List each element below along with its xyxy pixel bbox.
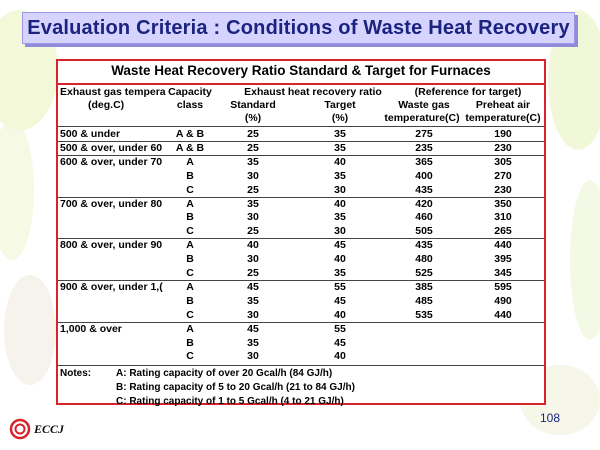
row-target: 35 <box>334 267 346 279</box>
table-title: Waste Heat Recovery Ratio Standard & Target for Furnaces <box>111 63 491 78</box>
row-standard: 35 <box>247 197 259 210</box>
row-class: B <box>186 211 194 224</box>
row-class: B <box>186 253 194 266</box>
eccj-logo-text: ECCJ <box>34 422 65 436</box>
row-class: A <box>186 155 194 168</box>
header-ratio-group: Exhaust heat recovery ratio <box>244 86 382 98</box>
row-waste-gas: 485 <box>415 294 433 307</box>
row-target: 40 <box>334 350 346 363</box>
row-preheat: 265 <box>494 225 512 238</box>
note-line-b: B: Rating capacity of 5 to 20 Gcal/h (21 to 84 GJ/h) <box>116 382 355 393</box>
row-range: 900 & over, under 1,( <box>60 280 163 293</box>
criteria-table <box>56 59 546 405</box>
row-target: 55 <box>334 322 346 335</box>
row-range: 600 & over, under 70 <box>60 155 163 168</box>
row-waste-gas: 435 <box>415 183 433 196</box>
notes-divider <box>58 365 544 366</box>
row-class: A & B <box>175 128 205 140</box>
row-range: 500 & over, under 60 <box>60 141 163 154</box>
row-preheat: 490 <box>494 294 512 307</box>
row-target: 55 <box>334 280 346 293</box>
row-class: C <box>186 183 194 196</box>
title-banner <box>22 12 575 44</box>
header-target-unit: (%) <box>331 112 349 124</box>
row-standard: 25 <box>247 183 259 196</box>
row-standard: 45 <box>247 322 259 335</box>
row-preheat: 230 <box>494 141 512 154</box>
header-range-line1: Exhaust gas tempera <box>60 86 166 98</box>
row-standard: 30 <box>247 211 259 224</box>
row-waste-gas: 505 <box>415 225 433 238</box>
row-standard: 25 <box>247 128 259 140</box>
row-standard: 30 <box>247 253 259 266</box>
header-range-line2: (deg.C) <box>88 99 125 111</box>
row-class: C <box>186 267 194 279</box>
row-target: 40 <box>334 308 346 321</box>
row-target: 35 <box>334 128 346 140</box>
row-target: 35 <box>334 169 346 182</box>
row-target: 35 <box>334 211 346 224</box>
row-range: 800 & over, under 90 <box>60 239 163 252</box>
row-preheat: 440 <box>494 239 512 252</box>
row-waste-gas: 365 <box>415 155 433 168</box>
row-standard: 45 <box>247 280 259 293</box>
row-waste-gas: 385 <box>415 280 433 293</box>
row-waste-gas: 275 <box>415 128 433 140</box>
header-standard: Standard <box>230 99 276 111</box>
row-target: 35 <box>334 141 346 154</box>
row-class: A <box>186 239 194 252</box>
row-class: A <box>186 322 194 335</box>
row-range: 500 & under <box>60 128 121 140</box>
row-class: B <box>186 294 194 307</box>
row-class: B <box>186 336 194 349</box>
row-waste-gas: 525 <box>415 267 433 279</box>
row-preheat: 230 <box>494 183 512 196</box>
row-class: A & B <box>175 141 205 154</box>
row-target: 40 <box>334 253 346 266</box>
header-standard-unit: (%) <box>244 112 262 124</box>
header-waste-gas-line1: Waste gas <box>398 99 450 111</box>
row-preheat: 440 <box>494 308 512 321</box>
row-preheat: 345 <box>494 267 512 279</box>
row-range: 700 & over, under 80 <box>60 197 163 210</box>
row-waste-gas: 460 <box>415 211 433 224</box>
row-standard: 35 <box>247 155 259 168</box>
header-class-line2: class <box>176 99 204 111</box>
row-target: 40 <box>334 197 346 210</box>
row-class: A <box>186 197 194 210</box>
row-standard: 35 <box>247 294 259 307</box>
table-title-divider <box>58 83 544 85</box>
row-class: B <box>186 169 194 182</box>
header-waste-gas-line2: temperature(C) <box>384 112 460 124</box>
row-preheat: 595 <box>494 280 512 293</box>
row-waste-gas: 235 <box>415 141 433 154</box>
row-waste-gas: 435 <box>415 239 433 252</box>
row-standard: 25 <box>247 225 259 238</box>
row-target: 30 <box>334 183 346 196</box>
header-target: Target <box>324 99 356 111</box>
notes-label: Notes: <box>60 368 92 379</box>
row-preheat: 350 <box>494 197 512 210</box>
header-class-line1: Capacity <box>168 86 212 98</box>
header-preheat-line1: Preheat air <box>475 99 531 111</box>
row-standard: 30 <box>247 169 259 182</box>
row-waste-gas: 400 <box>415 169 433 182</box>
header-reference-group: (Reference for target) <box>414 86 522 98</box>
row-waste-gas: 480 <box>415 253 433 266</box>
row-range: 1,000 & over <box>60 322 122 335</box>
row-preheat: 310 <box>494 211 512 224</box>
row-target: 45 <box>334 294 346 307</box>
row-target: 40 <box>334 155 346 168</box>
header-preheat-line2: temperature(C) <box>465 112 541 124</box>
row-standard: 25 <box>247 267 259 279</box>
row-target: 45 <box>334 239 346 252</box>
row-class: C <box>186 350 194 363</box>
row-standard: 30 <box>247 308 259 321</box>
note-line-c: C: Rating capacity of 1 to 5 Gcal/h (4 to 21 GJ/h) <box>116 396 344 407</box>
row-preheat: 395 <box>494 253 512 266</box>
page-number: 108 <box>540 411 561 425</box>
row-target: 30 <box>334 225 346 238</box>
row-preheat: 190 <box>494 128 512 140</box>
row-standard: 30 <box>247 350 259 363</box>
row-preheat: 305 <box>494 155 512 168</box>
row-class: C <box>186 225 194 238</box>
row-target: 45 <box>334 336 346 349</box>
row-standard: 40 <box>247 239 259 252</box>
row-preheat: 270 <box>494 169 512 182</box>
row-waste-gas: 535 <box>415 308 433 321</box>
slide-title: Evaluation Criteria : Conditions of Waste Heat Recovery <box>27 17 570 39</box>
header-divider <box>58 126 544 127</box>
row-standard: 35 <box>247 336 259 349</box>
row-standard: 25 <box>247 141 259 154</box>
row-class: A <box>186 280 194 293</box>
row-waste-gas: 420 <box>415 197 433 210</box>
note-line-a: A: Rating capacity of over 20 Gcal/h (84 GJ/h) <box>116 368 333 379</box>
row-class: C <box>186 308 194 321</box>
